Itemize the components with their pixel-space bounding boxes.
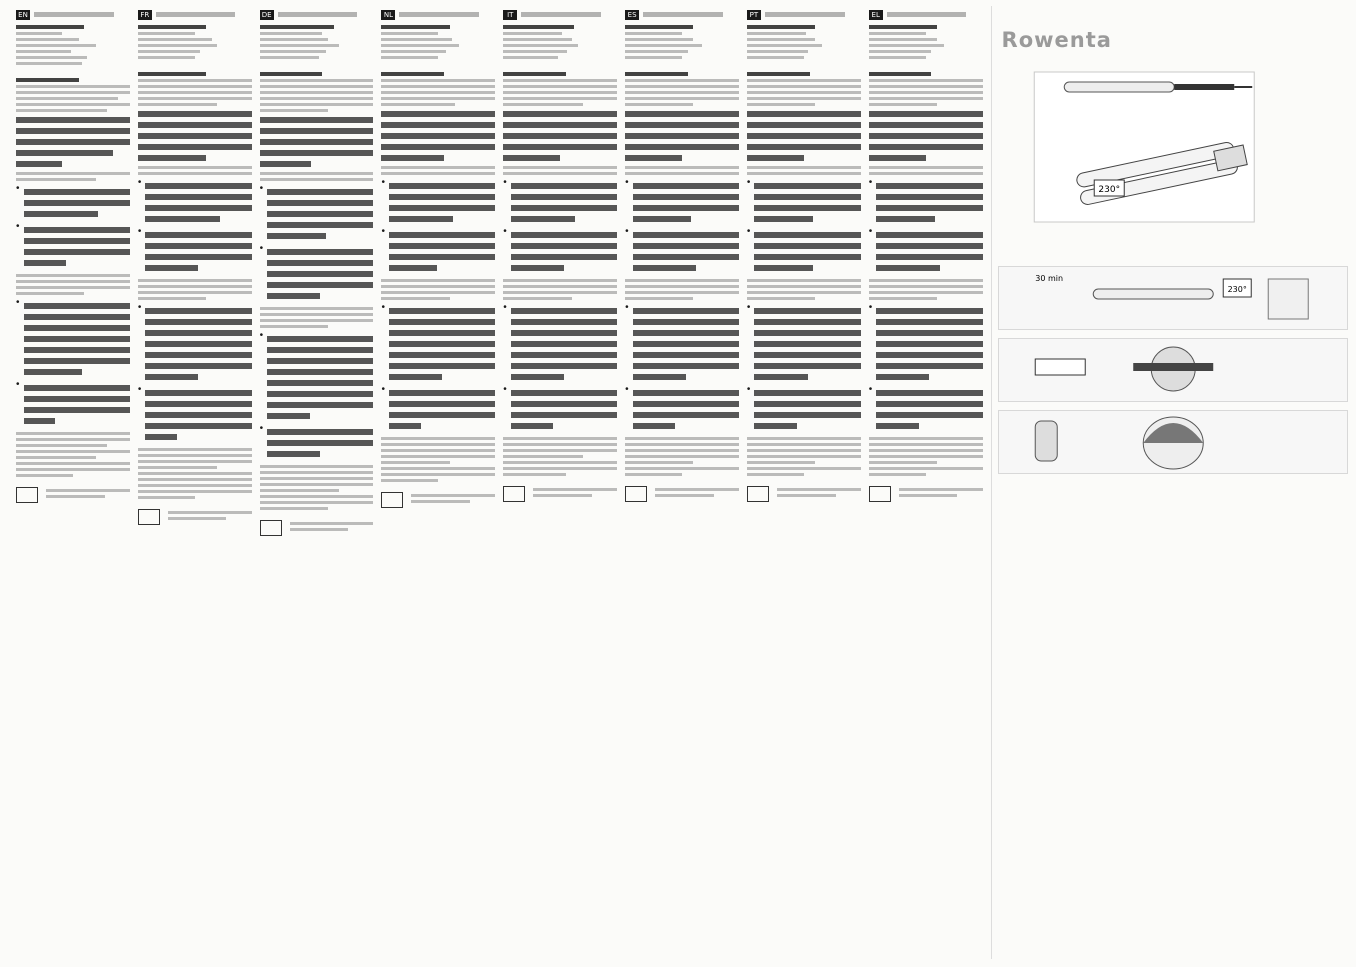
svg-text:230°: 230°	[1227, 285, 1247, 294]
illustration-heating	[998, 266, 1348, 330]
column-en	[16, 6, 130, 959]
temperature-display: 230°	[1097, 185, 1120, 195]
device-illustration	[1000, 62, 1348, 252]
column-de	[260, 6, 374, 959]
column-pt	[747, 6, 861, 959]
minutes-label: 30 min	[1034, 274, 1063, 283]
column-el	[869, 6, 983, 959]
recycle-bin-icon	[747, 486, 769, 502]
recycle-bin-icon	[625, 486, 647, 502]
lang-tab: ES	[625, 10, 639, 20]
lang-tab: FR	[138, 10, 152, 20]
column-nl	[381, 6, 495, 959]
lang-tab: IT	[503, 10, 517, 20]
illustration-hair	[998, 410, 1348, 474]
recycle-bin-icon	[503, 486, 525, 502]
lang-tab: NL	[381, 10, 395, 20]
right-panel	[991, 6, 1348, 959]
column-fr	[138, 6, 252, 959]
brand-logo: Rowenta	[1001, 28, 1112, 52]
recycle-bin-icon	[869, 486, 891, 502]
lang-tab: EL	[869, 10, 883, 20]
lang-tab: PT	[747, 10, 761, 20]
column-it	[503, 6, 617, 959]
recycle-bin-icon	[260, 520, 282, 536]
hair-straightener-icon	[1000, 62, 1348, 252]
illustrations	[998, 266, 1348, 474]
lang-tab: EN	[16, 10, 30, 20]
recycle-bin-icon	[381, 492, 403, 508]
column-es	[625, 6, 739, 959]
recycle-bin-icon	[16, 487, 38, 503]
recycle-bin-icon	[138, 509, 160, 525]
lang-tab: DE	[260, 10, 274, 20]
illustration-usage	[998, 338, 1348, 402]
